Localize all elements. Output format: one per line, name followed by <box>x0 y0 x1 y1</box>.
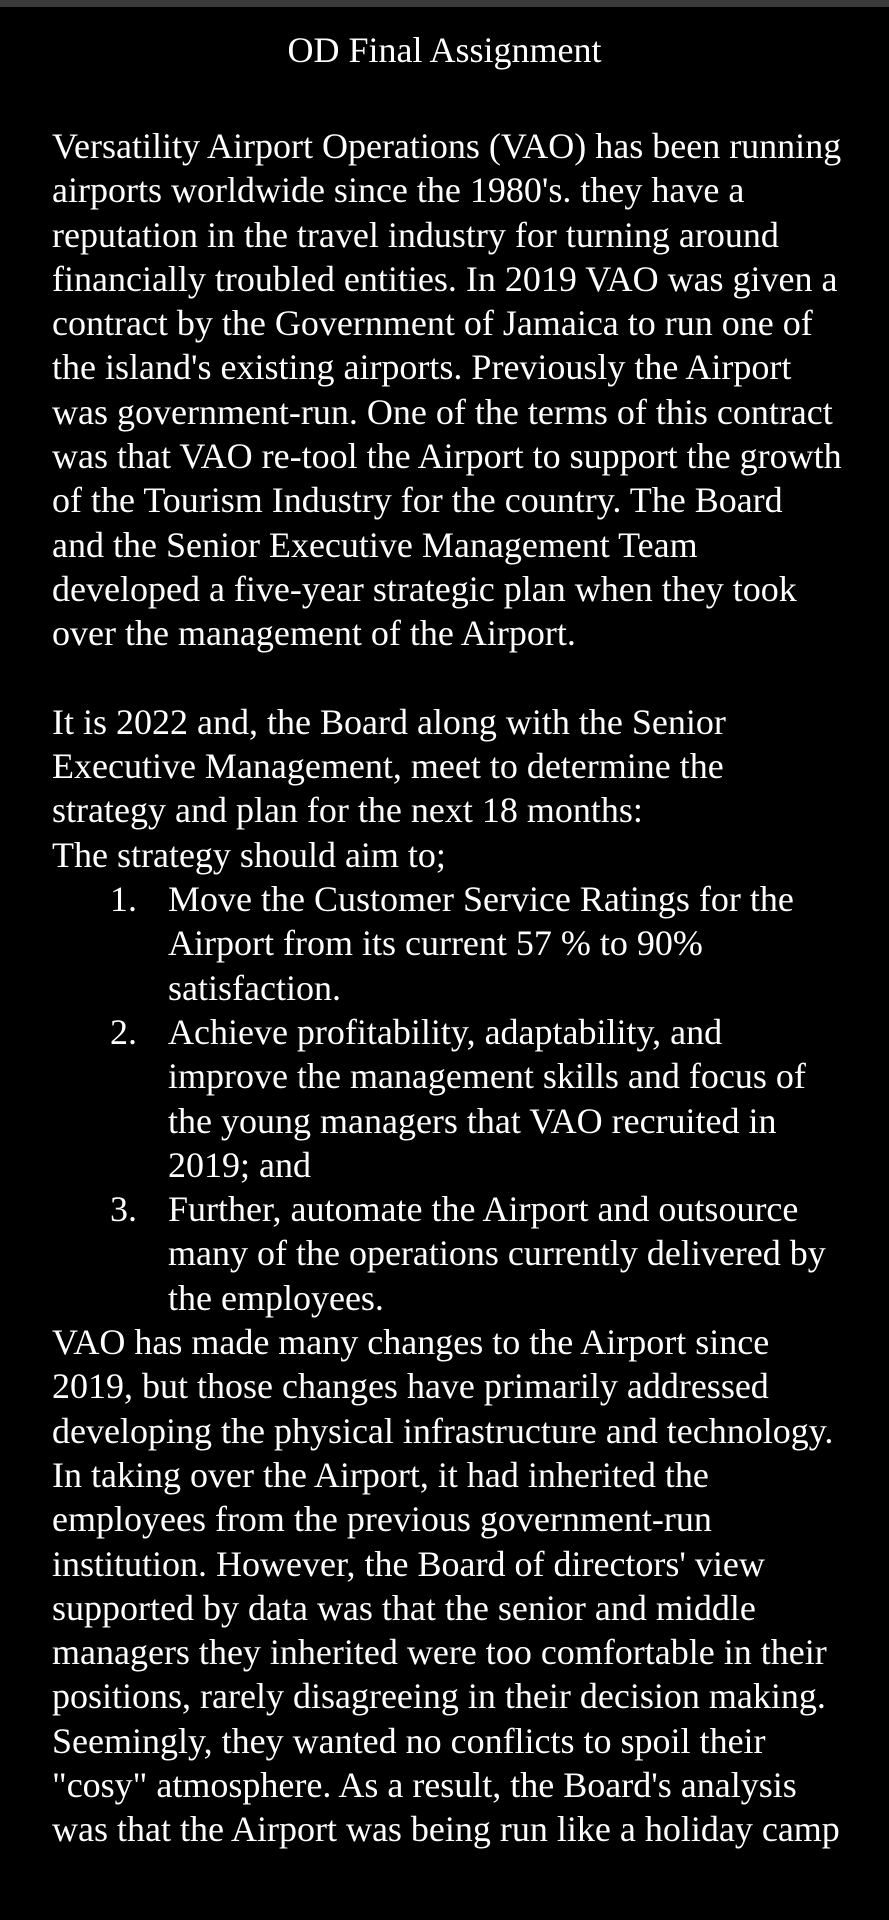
list-item <box>110 1187 842 1320</box>
list-item-number: 3. <box>110 1189 137 1230</box>
strategy-goals-list <box>52 877 842 1320</box>
context-paragraph: It is 2022 and, the Board along with the Senior Executive Management, meet to determine the strategy and plan for the next 18 months: <box>52 701 726 831</box>
list-item-text: Further, automate the Airport and outsource many of the operations currently delivered by the employees. <box>168 1189 826 1318</box>
list-item-text: Move the Customer Service Ratings for the Airport from its current 57 % to 90% satisfaction. <box>168 879 794 1008</box>
list-item-number: 2. <box>110 1011 137 1052</box>
document-title: OD Final Assignment <box>287 30 602 70</box>
intro-paragraph: Versatility Airport Operations (VAO) has been running airports worldwide since the 1980's. they have a reputation in the travel industry for turning around financially troubled entities. In 2019 VAO was given a contract by the Government of Jamaica to run one of the island's existing airports. Previously the Airport was government-run. One of the terms of this contract was that VAO re-tool the Airport to support the growth of the Tourism Industry for the country. The Board and the Senior Executive Management Team developed a five-year strategic plan when they took over the management of the Airport. <box>52 126 842 654</box>
list-item-number: 1. <box>110 879 137 920</box>
list-item <box>110 1010 842 1187</box>
strategy-intro: The strategy should aim to; <box>52 834 446 875</box>
background-paragraph: VAO has made many changes to the Airport since 2019, but those changes have primarily addressed developing the physical infrastructure and technology. In taking over the Airport, it had inherited the employees from the previous government-run institution. However, the Board of directors' view supported by data was that the senior and middle managers they inherited were too comfortable in their positions, rarely disagreeing in their decision making. Seemingly, they wanted no conflicts to spoil their "cosy" atmosphere. As a result, the Board's analysis was that the Airport was being run like a holiday camp <box>52 1322 840 1850</box>
list-item <box>110 877 842 1010</box>
document-body <box>52 22 842 1852</box>
list-item-text: Achieve profitability, adaptability, and improve the management skills and focus of the young managers that VAO recruited in 2019; and <box>168 1011 806 1185</box>
top-status-strip <box>0 0 889 7</box>
spacer <box>52 656 842 700</box>
spacer <box>52 78 842 124</box>
